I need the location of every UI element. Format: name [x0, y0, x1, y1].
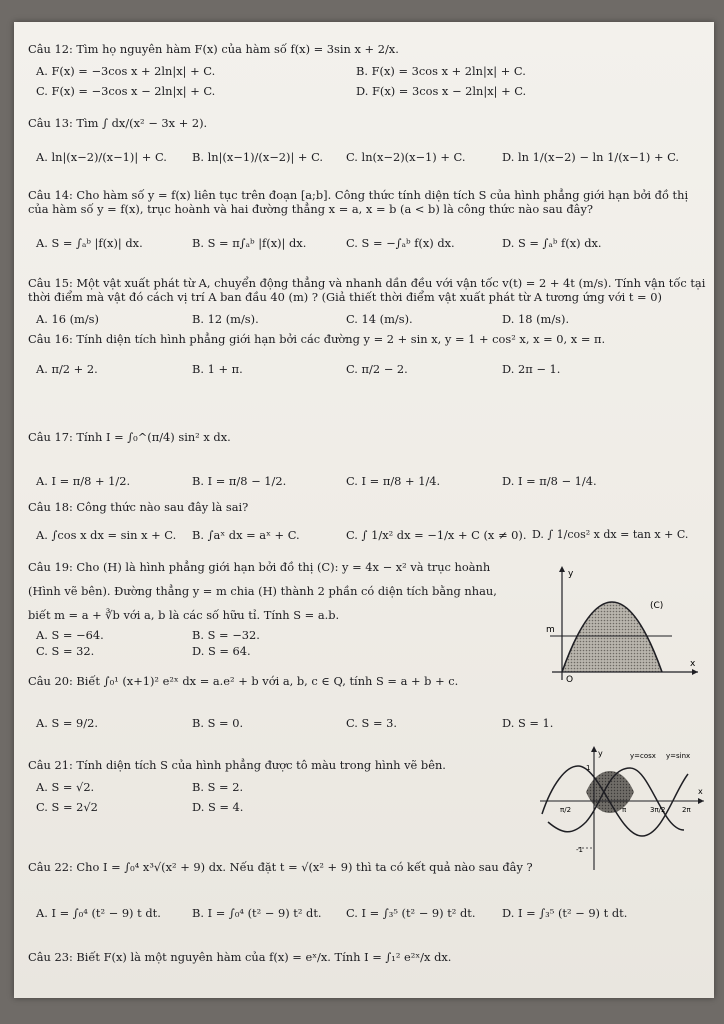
- q22-option-d: D. I = ∫₃⁵ (t² − 9) t dt.: [502, 906, 628, 920]
- q22-option-a: A. I = ∫₀⁴ (t² − 9) t dt.: [36, 906, 161, 920]
- fig21-label-x: x: [698, 787, 703, 796]
- fig21-tick-m1: -1: [576, 846, 583, 854]
- question-17-stem: Câu 17: Tính I = ∫₀^(π/4) sin² x dx.: [28, 430, 231, 444]
- q19-option-d: D. S = 64.: [192, 644, 251, 658]
- question-13-stem: Câu 13: Tìm ∫ dx/(x² − 3x + 2).: [28, 116, 208, 130]
- fig19-label-m: m: [546, 625, 555, 635]
- figure-21-sin-cos: [538, 744, 708, 874]
- q17-option-a: A. I = π/8 + 1/2.: [36, 474, 131, 488]
- question-18-stem: Câu 18: Công thức nào sau đây là sai?: [28, 500, 249, 514]
- fig21-tick-pi2: π/2: [560, 806, 572, 814]
- q15-option-a: A. 16 (m/s): [36, 312, 99, 326]
- q14-option-a: A. S = ∫ₐᵇ |f(x)| dx.: [36, 236, 143, 250]
- question-22-stem: Câu 22: Cho I = ∫₀⁴ x³√(x² + 9) dx. Nếu đặt t = √(x² + 9) thì ta có kết quả nào sau đây ?: [28, 860, 533, 874]
- q15-option-d: D. 18 (m/s).: [502, 312, 570, 326]
- q16-option-a: A. π/2 + 2.: [36, 362, 98, 376]
- q19-option-a: A. S = −64.: [36, 628, 104, 642]
- x-axis-arrow: [698, 798, 704, 804]
- fig19-label-y: y: [568, 569, 574, 579]
- q20-option-a: A. S = 9/2.: [36, 716, 99, 730]
- q12-option-a: A. F(x) = −3cos x + 2ln|x| + C.: [36, 64, 216, 78]
- question-19-line-3: biết m = a + ∛b với a, b là các số hữu tỉ. Tính S = a.b.: [28, 608, 340, 622]
- q17-option-c: C. I = π/8 + 1/4.: [346, 474, 441, 488]
- question-16-stem: Câu 16: Tính diện tích hình phẳng giới hạn bởi các đường y = 2 + sin x, y = 1 + cos² x, x = 0, x = π.: [28, 332, 606, 346]
- question-14-stem: Câu 14: Cho hàm số y = f(x) liên tục trên đoạn [a;b]. Công thức tính diện tích S của hình phẳng giới hạn bởi đồ thị của hàm số y = f(x), trục hoành và hai đường thẳng x = a, x = b (a < b) là công thức nào sau đây?: [28, 188, 689, 216]
- q16-option-b: B. 1 + π.: [192, 362, 243, 376]
- q12-option-b: B. F(x) = 3cos x + 2ln|x| + C.: [356, 64, 526, 78]
- q18-option-a: A. ∫cos x dx = sin x + C.: [36, 528, 177, 542]
- q19-option-b: B. S = −32.: [192, 628, 260, 642]
- q21-option-c: C. S = 2√2: [36, 800, 98, 814]
- q13-option-b: B. ln|(x−1)/(x−2)| + C.: [192, 150, 324, 164]
- q18-option-c: C. ∫ 1/x² dx = −1/x + C (x ≠ 0).: [346, 528, 527, 542]
- q19-option-c: C. S = 32.: [36, 644, 95, 658]
- fig19-label-c: (C): [650, 601, 664, 611]
- q17-option-b: B. I = π/8 − 1/2.: [192, 474, 287, 488]
- fig21-tick-3pi2: 3π/2: [650, 806, 666, 814]
- q14-option-d: D. S = ∫ₐᵇ f(x) dx.: [502, 236, 602, 250]
- y-axis-arrow: [559, 566, 565, 572]
- question-23-stem: Câu 23: Biết F(x) là một nguyên hàm của f(x) = eˣ/x. Tính I = ∫₁² e²ˣ/x dx.: [28, 950, 452, 964]
- q18-option-d: D. ∫ 1/cos² x dx = tan x + C.: [532, 528, 689, 541]
- fig19-label-o: O: [566, 675, 574, 682]
- q22-option-c: C. I = ∫₃⁵ (t² − 9) t² dt.: [346, 906, 476, 920]
- fig21-label-y: y: [598, 749, 603, 758]
- q20-option-d: D. S = 1.: [502, 716, 554, 730]
- question-19-line-2: (Hình vẽ bên). Đường thẳng y = m chia (H) thành 2 phần có diện tích bằng nhau,: [28, 584, 497, 598]
- fig21-tick-1: 1: [586, 764, 591, 772]
- q13-option-c: C. ln(x−2)(x−1) + C.: [346, 150, 466, 164]
- q15-option-c: C. 14 (m/s).: [346, 312, 413, 326]
- q21-option-d: D. S = 4.: [192, 800, 244, 814]
- question-19-line-1: Câu 19: Cho (H) là hình phẳng giới hạn bởi đồ thị (C): y = 4x − x² và trục hoành: [28, 560, 491, 574]
- q16-option-c: C. π/2 − 2.: [346, 362, 408, 376]
- q15-option-b: B. 12 (m/s).: [192, 312, 259, 326]
- q12-option-d: D. F(x) = 3cos x − 2ln|x| + C.: [356, 84, 527, 98]
- figure-19-parabola: [522, 562, 702, 682]
- q21-option-a: A. S = √2.: [36, 780, 95, 794]
- q20-option-c: C. S = 3.: [346, 716, 398, 730]
- q20-option-b: B. S = 0.: [192, 716, 244, 730]
- exam-page: [14, 22, 714, 998]
- fig19-label-x: x: [690, 659, 696, 669]
- q13-option-a: A. ln|(x−2)/(x−1)| + C.: [36, 150, 167, 164]
- q16-option-d: D. 2π − 1.: [502, 362, 561, 376]
- shaded-region: [586, 771, 634, 813]
- q21-option-b: B. S = 2.: [192, 780, 244, 794]
- question-12-stem: Câu 12: Tìm họ nguyên hàm F(x) của hàm số f(x) = 3sin x + 2/x.: [28, 42, 399, 56]
- question-20-stem: Câu 20: Biết ∫₀¹ (x+1)² e²ˣ dx = a.e² + b với a, b, c ∈ Q, tính S = a + b + c.: [28, 674, 459, 688]
- fig21-tick-pi: π: [622, 806, 627, 814]
- q12-option-c: C. F(x) = −3cos x − 2ln|x| + C.: [36, 84, 216, 98]
- q13-option-d: D. ln 1/(x−2) − ln 1/(x−1) + C.: [502, 150, 680, 164]
- q22-option-b: B. I = ∫₀⁴ (t² − 9) t² dt.: [192, 906, 322, 920]
- question-15-stem: Câu 15: Một vật xuất phát từ A, chuyển động thẳng và nhanh dần đều với vận tốc v(t) = 2 + 4t (m/s). Tính vận tốc tại thời điểm mà vật đó cách vị trí A ban đầu 40 (m) ? (Giả thiết thời điểm vật xuất phát từ A tương ứng với t = 0): [28, 276, 706, 304]
- fig21-label-cos: y=cosx: [630, 752, 656, 760]
- y-axis-arrow: [591, 746, 597, 752]
- q18-option-b: B. ∫aˣ dx = aˣ + C.: [192, 528, 300, 542]
- fig21-label-sin: y=sinx: [666, 752, 691, 760]
- q17-option-d: D. I = π/8 − 1/4.: [502, 474, 597, 488]
- question-21-stem: Câu 21: Tính diện tích S của hình phẳng được tô màu trong hình vẽ bên.: [28, 758, 446, 772]
- q14-option-c: C. S = −∫ₐᵇ f(x) dx.: [346, 236, 455, 250]
- fig21-tick-2pi: 2π: [682, 806, 691, 814]
- q14-option-b: B. S = π∫ₐᵇ |f(x)| dx.: [192, 236, 307, 250]
